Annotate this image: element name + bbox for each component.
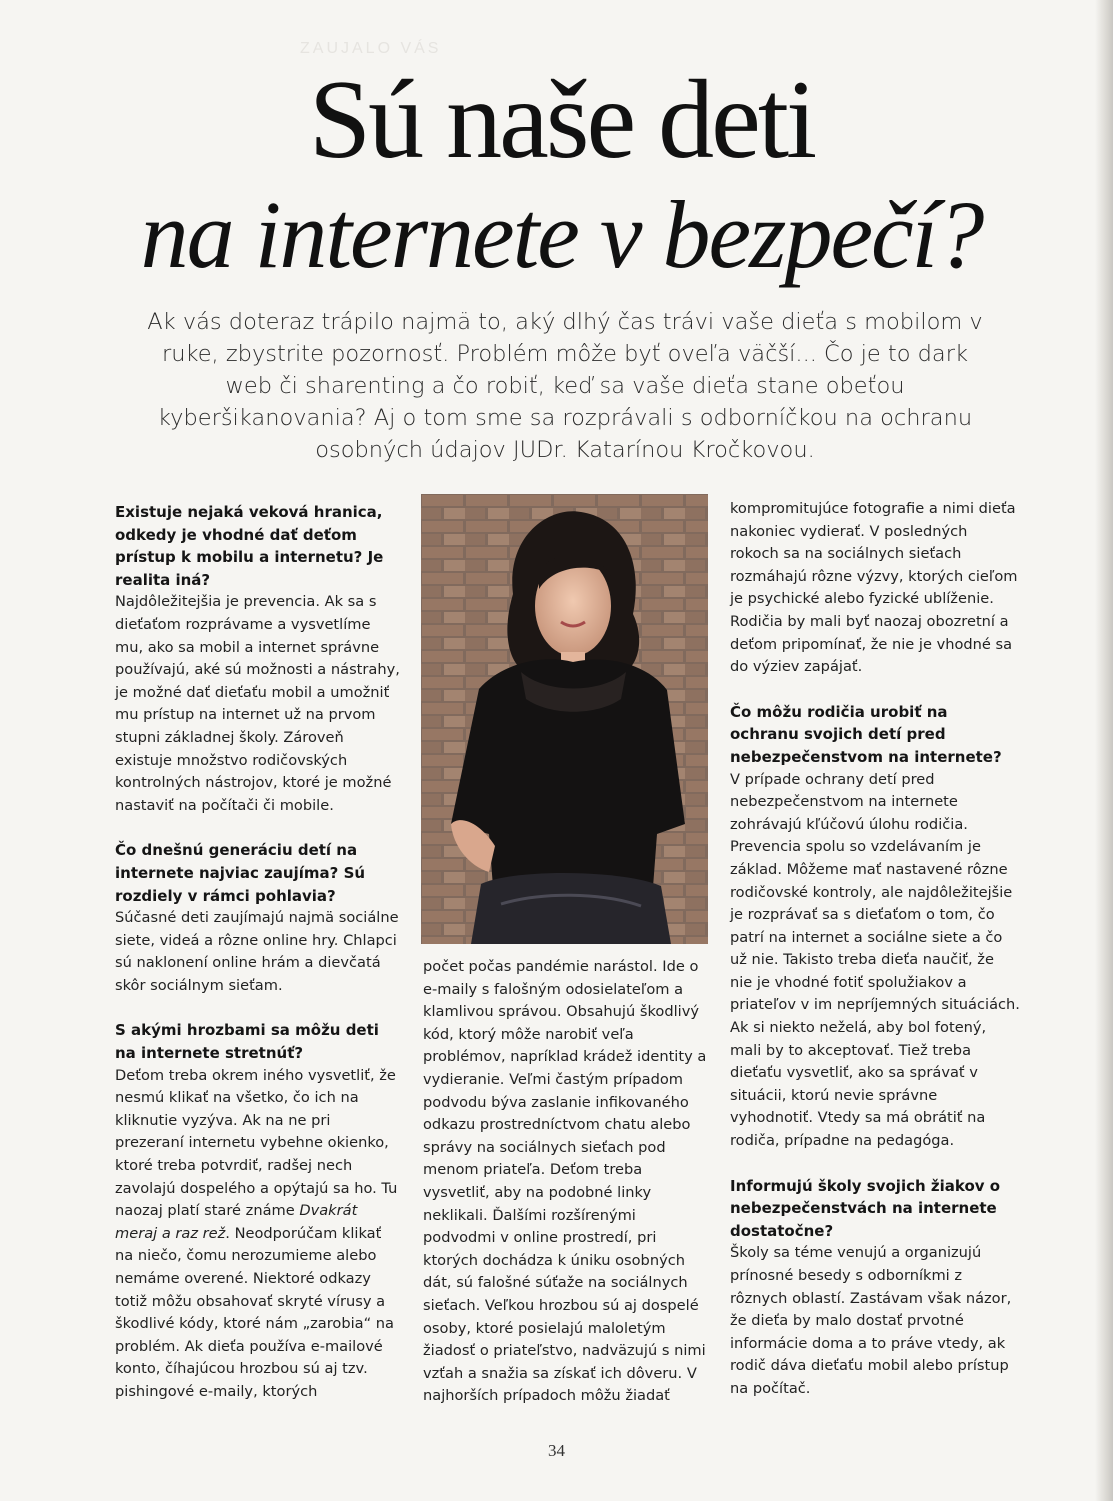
article-column-2	[423, 956, 709, 1408]
lead-paragraph: Ak vás doteraz trápilo najmä to, aký dlhý čas trávi vaše dieťa s mobilom v ruke, zbystrite pozornosť. Problém môže byť oveľa väčší... Čo je to dark web či sharenting a čo robiť, keď sa vaše dieťa stane obeťou kyberšikanovania? Aj o tom sme sa rozprávali s odborníčkou na ochranu osobných údajov JUDr. Katarínou Kročkovou.	[147, 309, 983, 463]
article-column-3	[730, 498, 1020, 1401]
answer-threats: Deťom treba okrem iného vysvetliť, že nesmú klikať na všetko, čo ich na kliknutie vyzýva. Ak na ne pri prezeraní internetu vybehne okienko, ktoré treba potvrdiť, radšej nech zavolajú dospelého a opýtajú sa ho. Tu naozaj platí staré známe Dvakrát meraj a raz rež. Neodporúčam klikať na niečo, čomu nerozumieme alebo nemáme overené. Niektoré odkazy totiž môžu obsahovať skryté vírusy a škodlivé kódy, ktoré nám „zarobia“ na problém. Ak dieťa používa e-mailové konto, číhajúcou hrozbou sú aj tzv. pishingové e-maily, ktorých	[115, 1066, 398, 1400]
answer-parents: V prípade ochrany detí pred nebezpečenstvom na internete zohrávajú kľúčovú úlohu rodičia. Prevencia spolu so vzdelávaním je základ. Môžeme mať nastavené rôzne rodičovské kontroly, ale najdôležitejšie je rozprávať sa s dieťaťom o tom, čo patrí na internet a sociálne siete a čo už nie. Takisto treba dieťa naučiť, že nie je vhodné fotiť spolužiakov a priateľov v im nepríjemných situáciách. Ak si niekto neželá, aby bol fotený, mali by to akceptovať. Tiež treba dieťaťu vysvetliť, ako sa správať v situácii, ktorú nevie správne vyhodnotiť. Vtedy sa má obrátiť na rodiča, prípadne na pedagóga.	[730, 770, 1020, 1150]
answer-interests: Súčasné deti zaujímajú najmä sociálne siete, videá a rôzne online hry. Chlapci sú naklonení online hrám a dievčatá skôr sociálnym sieťam.	[115, 909, 399, 994]
question-threats: S akými hrozbami sa môžu deti na internete stretnúť?	[115, 1021, 379, 1063]
emphasized-proverb: Dvakrát meraj a raz rež	[115, 1202, 358, 1242]
article-column-1	[115, 501, 400, 1404]
page-number: 34	[548, 1441, 565, 1460]
answer-threats-end: kompromitujúce fotografie a nimi dieťa nakoniec vydierať. V posledných rokoch sa na sociálnych sieťach rozmáhajú rôzne výzvy, ktorých cieľom je psychické alebo fyzické ublíženie. Rodičia by mali byť naozaj obozretní a deťom pripomínať, že nie je vhodné sa do výziev zapájať.	[730, 500, 1018, 676]
header-bleed-through-text: ZAUJALO VÁS	[300, 40, 442, 57]
question-schools: Informujú školy svojich žiakov o nebezpečenstvách na internete dostatočne?	[730, 1176, 1001, 1240]
question-age-limit: Existuje nejaká veková hranica, odkedy je vhodné dať deťom prístup k mobilu a internetu? Je realita iná?	[115, 503, 384, 589]
headline-line-1: Sú naše deti	[308, 58, 815, 182]
answer-schools: Školy sa téme venujú a organizujú prínosné besedy s odborníkmi z rôznych oblastí. Zastávam však názor, že dieťa by malo dostať prvotné informácie doma a to práve vtedy, ak rodič dáva dieťaťu mobil alebo prístup na počítač.	[730, 1244, 1012, 1397]
question-interests: Čo dnešnú generáciu detí na internete najviac zaujíma? Sú rozdiely v rámci pohlavia?	[115, 841, 366, 905]
answer-age-limit: Najdôležitejšia je prevencia. Ak sa s dieťaťom rozprávame a vysvetlíme mu, ako sa mobil a internet správne používajú, aké sú možnosti a nástrahy, je možné dať dieťaťu mobil a umožniť mu prístup na internet už na prvom stupni základnej školy. Zároveň existuje množstvo rodičovských kontrolných nástrojov, ktoré je možné nastaviť na počítači či mobile.	[115, 593, 400, 814]
headline-line-2: na internete v bezpečí?	[140, 181, 983, 288]
question-parents: Čo môžu rodičia urobiť na ochranu svojich detí pred nebezpečenstvom na internete?	[730, 702, 1002, 766]
portrait-photo	[421, 494, 708, 944]
answer-threats-continued: počet počas pandémie narástol. Ide o e-maily s falošným odosielateľom a klamlivou správou. Obsahujú škodlivý kód, ktorý môže narobiť veľa problémov, napríklad krádež identity a vydieranie. Veľmi častým prípadom podvodu býva zaslanie infikovaného odkazu prostredníctvom chatu alebo správy na sociálnych sieťach pod menom priateľa. Deťom treba vysvetliť, aby na podobné linky neklikali. Ďalšími rozšírenými podvodmi v online prostredí, pri ktorých dochádza k úniku osobných dát, sú falošné súťaže na sociálnych sieťach. Veľkou hrozbou sú aj dospelé osoby, ktoré posielajú maloletým žiadosť o priateľstvo, nadväzujú s nimi vzťah a snažia sa získať ich dôveru. V najhorších prípadoch môžu žiadať	[423, 958, 707, 1405]
